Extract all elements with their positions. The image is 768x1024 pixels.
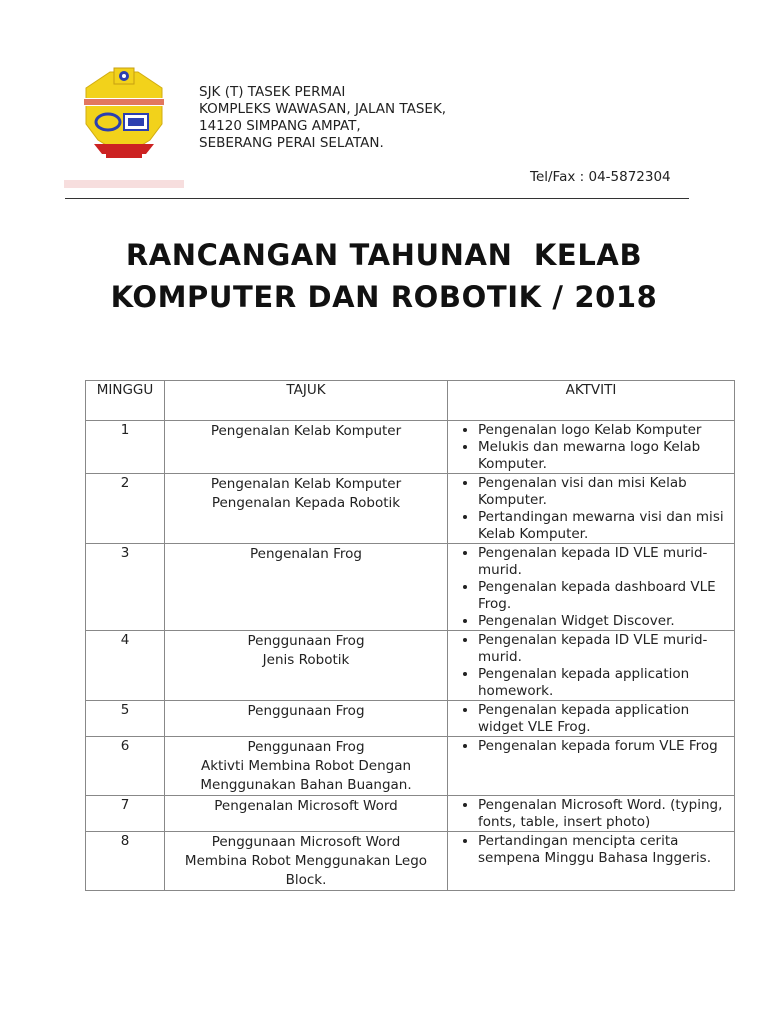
aktiviti-list — [452, 833, 730, 867]
tajuk-line: Penggunaan Frog — [247, 633, 365, 649]
aktiviti-list — [452, 632, 730, 700]
table-row — [86, 701, 735, 737]
cell-aktiviti — [448, 421, 735, 474]
tajuk-line: Pengenalan Microsoft Word — [214, 798, 398, 814]
tajuk-line: Penggunaan Frog — [247, 739, 365, 755]
cell-tajuk — [165, 544, 448, 631]
address-line-2: KOMPLEKS WAWASAN, JALAN TASEK, — [199, 101, 447, 117]
aktiviti-item: • Pengenalan kepada application widget VLE Frog. — [478, 702, 730, 736]
cell-tajuk — [165, 796, 448, 832]
tajuk-line: Penggunaan Frog — [247, 703, 365, 719]
title-line-1: RANCANGAN TAHUNAN KELAB — [125, 238, 643, 272]
aktiviti-item: • Pengenalan kepada ID VLE murid-murid. — [478, 545, 730, 579]
school-logo — [64, 58, 184, 188]
aktiviti-item: • Pengenalan logo Kelab Komputer — [478, 422, 730, 439]
table-body — [86, 421, 735, 891]
aktiviti-list — [452, 475, 730, 543]
cell-minggu: 5 — [86, 701, 165, 737]
cell-minggu: 7 — [86, 796, 165, 832]
aktiviti-item: • Pengenalan Microsoft Word. (typing, fonts, table, insert photo) — [478, 797, 730, 831]
aktiviti-item: • Pengenalan kepada ID VLE murid-murid. — [478, 632, 730, 666]
cell-aktiviti — [448, 832, 735, 891]
table-row — [86, 421, 735, 474]
aktiviti-list — [452, 422, 730, 473]
cell-minggu: 1 — [86, 421, 165, 474]
cell-tajuk — [165, 737, 448, 796]
cell-minggu: 3 — [86, 544, 165, 631]
address-line-1: SJK (T) TASEK PERMAI — [199, 84, 346, 100]
cell-aktiviti — [448, 474, 735, 544]
header-divider — [65, 198, 689, 199]
aktiviti-item: • Pertandingan mewarna visi dan misi Kelab Komputer. — [478, 509, 730, 543]
table-row — [86, 737, 735, 796]
cell-aktiviti — [448, 737, 735, 796]
aktiviti-list — [452, 702, 730, 736]
cell-minggu: 6 — [86, 737, 165, 796]
tajuk-line: Pengenalan Kepada Robotik — [211, 495, 401, 511]
aktiviti-item: • Pertandingan mencipta cerita sempena Minggu Bahasa Inggeris. — [478, 833, 730, 867]
tajuk-line: Pengenalan Kelab Komputer — [210, 476, 402, 492]
aktiviti-item: • Melukis dan mewarna logo Kelab Komputer. — [478, 439, 730, 473]
cell-aktiviti — [448, 544, 735, 631]
tajuk-line: Pengenalan Kelab Komputer — [210, 423, 402, 439]
tajuk-line: Jenis Robotik — [262, 652, 350, 668]
school-address — [199, 84, 446, 152]
aktiviti-item: • Pengenalan kepada dashboard VLE Frog. — [478, 579, 730, 613]
table-row — [86, 631, 735, 701]
title-line-2: KOMPUTER DAN ROBOTIK / 2018 — [110, 280, 658, 314]
tajuk-line: Membina Robot Menggunakan Lego Block. — [184, 853, 428, 888]
cell-tajuk — [165, 832, 448, 891]
table-row — [86, 474, 735, 544]
header-tajuk: TAJUK — [165, 381, 448, 421]
cell-tajuk — [165, 474, 448, 544]
cell-minggu: 2 — [86, 474, 165, 544]
cell-tajuk — [165, 631, 448, 701]
header-minggu: MINGGU — [86, 381, 165, 421]
cell-tajuk — [165, 421, 448, 474]
address-line-4: SEBERANG PERAI SELATAN. — [199, 135, 384, 151]
aktiviti-list — [452, 797, 730, 831]
cell-minggu: 4 — [86, 631, 165, 701]
aktiviti-item: • Pengenalan kepada forum VLE Frog — [478, 738, 730, 755]
aktiviti-item: • Pengenalan kepada application homework. — [478, 666, 730, 700]
aktiviti-item: • Pengenalan Widget Discover. — [478, 613, 730, 630]
aktiviti-item: • Pengenalan visi dan misi Kelab Komputer. — [478, 475, 730, 509]
document-title — [60, 234, 708, 318]
tajuk-line: Penggunaan Microsoft Word — [211, 834, 401, 850]
cell-aktiviti — [448, 701, 735, 737]
cell-aktiviti — [448, 796, 735, 832]
cell-aktiviti — [448, 631, 735, 701]
tajuk-line: Aktivti Membina Robot Dengan Menggunakan Bahan Buangan. — [200, 758, 412, 793]
table-header-row — [86, 381, 735, 421]
table-row — [86, 796, 735, 832]
annual-plan-table — [85, 380, 735, 891]
aktiviti-list — [452, 738, 730, 755]
cell-minggu: 8 — [86, 832, 165, 891]
aktiviti-list — [452, 545, 730, 630]
header-aktiviti: AKTVITI — [448, 381, 735, 421]
cell-tajuk — [165, 701, 448, 737]
address-line-3: 14120 SIMPANG AMPAT, — [199, 118, 361, 134]
table-row — [86, 544, 735, 631]
tel-fax: Tel/Fax : 04-5872304 — [530, 169, 671, 185]
tajuk-line: Pengenalan Frog — [250, 546, 362, 562]
table-row — [86, 832, 735, 891]
